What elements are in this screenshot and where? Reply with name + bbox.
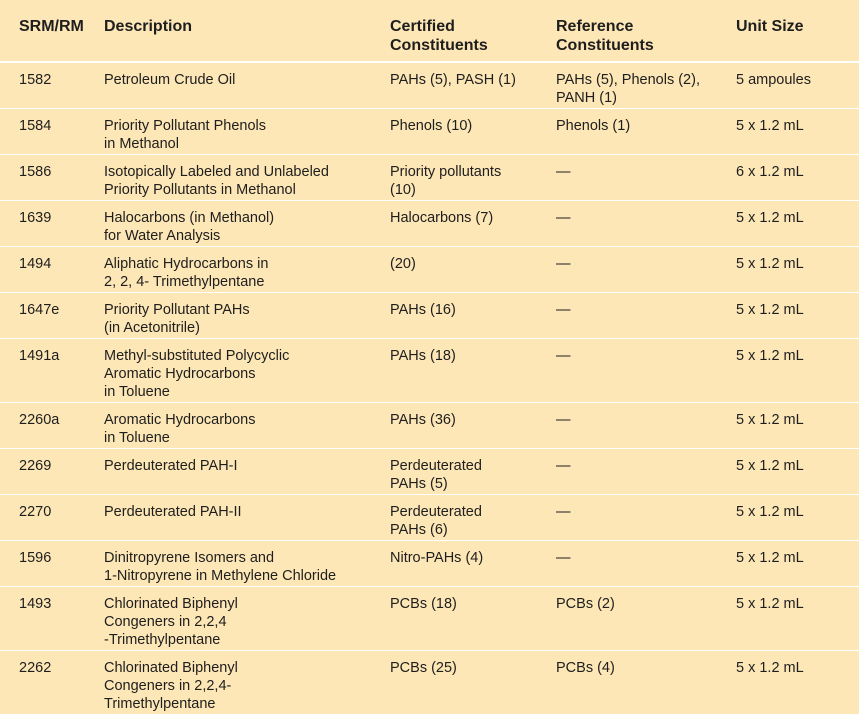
certified-cell: Perdeuterated PAHs (6): [390, 495, 556, 541]
unit-size-cell: 5 x 1.2 mL: [736, 201, 859, 247]
certified-cell: PCBs (18): [390, 587, 556, 651]
header-row: [0, 0, 859, 62]
reference-cell: —: [556, 495, 736, 541]
srm-cell: 2260a: [0, 403, 104, 449]
certified-cell: Halocarbons (7): [390, 201, 556, 247]
srm-cell: 1582: [0, 62, 104, 109]
unit-size-cell: 5 x 1.2 mL: [736, 109, 859, 155]
description-cell: Aliphatic Hydrocarbons in 2, 2, 4- Trimethylpentane: [104, 247, 390, 293]
unit-size-cell: 5 x 1.2 mL: [736, 339, 859, 403]
reference-cell: —: [556, 247, 736, 293]
certified-cell: (20): [390, 247, 556, 293]
description-cell: Halocarbons (in Methanol) for Water Analysis: [104, 201, 390, 247]
table-row: [0, 403, 859, 449]
reference-cell: PCBs (2): [556, 587, 736, 651]
description-cell: Chlorinated Biphenyl Congeners in 2,2,4 -Trimethylpentane: [104, 587, 390, 651]
description-cell: Dinitropyrene Isomers and 1-Nitropyrene in Methylene Chloride: [104, 541, 390, 587]
table-row: [0, 449, 859, 495]
srm-cell: 1584: [0, 109, 104, 155]
table-row: [0, 587, 859, 651]
certified-cell: Nitro-PAHs (4): [390, 541, 556, 587]
certified-cell: PAHs (36): [390, 403, 556, 449]
header-reference-constituents: Reference Constituents: [556, 0, 736, 62]
reference-cell: —: [556, 449, 736, 495]
srm-cell: 1596: [0, 541, 104, 587]
reference-cell: PCBs (4): [556, 651, 736, 714]
srm-cell: 1493: [0, 587, 104, 651]
reference-cell: —: [556, 403, 736, 449]
reference-cell: —: [556, 155, 736, 201]
table-row: [0, 541, 859, 587]
description-cell: Priority Pollutant PAHs (in Acetonitrile): [104, 293, 390, 339]
description-cell: Perdeuterated PAH-II: [104, 495, 390, 541]
table-body: [0, 62, 859, 714]
reference-cell: PAHs (5), Phenols (2), PANH (1): [556, 62, 736, 109]
reference-cell: Phenols (1): [556, 109, 736, 155]
description-cell: Aromatic Hydrocarbons in Toluene: [104, 403, 390, 449]
description-cell: Perdeuterated PAH-I: [104, 449, 390, 495]
header-srm-rm: SRM/RM: [0, 0, 104, 62]
unit-size-cell: 5 x 1.2 mL: [736, 247, 859, 293]
unit-size-cell: 5 x 1.2 mL: [736, 651, 859, 714]
srm-cell: 1586: [0, 155, 104, 201]
unit-size-cell: 5 x 1.2 mL: [736, 293, 859, 339]
srm-cell: 1647e: [0, 293, 104, 339]
srm-cell: 2262: [0, 651, 104, 714]
srm-cell: 1494: [0, 247, 104, 293]
unit-size-cell: 5 x 1.2 mL: [736, 495, 859, 541]
certified-cell: PCBs (25): [390, 651, 556, 714]
reference-cell: —: [556, 293, 736, 339]
description-cell: Methyl-substituted Polycyclic Aromatic Hydrocarbons in Toluene: [104, 339, 390, 403]
srm-cell: 1491a: [0, 339, 104, 403]
srm-cell: 1639: [0, 201, 104, 247]
table-row: [0, 339, 859, 403]
description-cell: Chlorinated Biphenyl Congeners in 2,2,4- Trimethylpentane: [104, 651, 390, 714]
unit-size-cell: 5 x 1.2 mL: [736, 587, 859, 651]
table-row: [0, 651, 859, 714]
certified-cell: Priority pollutants (10): [390, 155, 556, 201]
description-cell: Priority Pollutant Phenols in Methanol: [104, 109, 390, 155]
header-description: Description: [104, 0, 390, 62]
description-cell: Isotopically Labeled and Unlabeled Priority Pollutants in Methanol: [104, 155, 390, 201]
certified-cell: Perdeuterated PAHs (5): [390, 449, 556, 495]
srm-cell: 2269: [0, 449, 104, 495]
unit-size-cell: 5 ampoules: [736, 62, 859, 109]
unit-size-cell: 5 x 1.2 mL: [736, 449, 859, 495]
table-row: [0, 109, 859, 155]
certified-cell: PAHs (18): [390, 339, 556, 403]
table-row: [0, 155, 859, 201]
certified-cell: Phenols (10): [390, 109, 556, 155]
reference-cell: —: [556, 201, 736, 247]
unit-size-cell: 5 x 1.2 mL: [736, 403, 859, 449]
srm-cell: 2270: [0, 495, 104, 541]
header-certified-constituents: Certified Constituents: [390, 0, 556, 62]
table-row: [0, 247, 859, 293]
table-row: [0, 293, 859, 339]
table-row: [0, 201, 859, 247]
table-header: [0, 0, 859, 62]
description-cell: Petroleum Crude Oil: [104, 62, 390, 109]
unit-size-cell: 5 x 1.2 mL: [736, 541, 859, 587]
reference-cell: —: [556, 339, 736, 403]
certified-cell: PAHs (5), PASH (1): [390, 62, 556, 109]
unit-size-cell: 6 x 1.2 mL: [736, 155, 859, 201]
certified-cell: PAHs (16): [390, 293, 556, 339]
reference-cell: —: [556, 541, 736, 587]
table-row: [0, 495, 859, 541]
header-unit-size: Unit Size: [736, 0, 859, 62]
table-row: [0, 62, 859, 109]
